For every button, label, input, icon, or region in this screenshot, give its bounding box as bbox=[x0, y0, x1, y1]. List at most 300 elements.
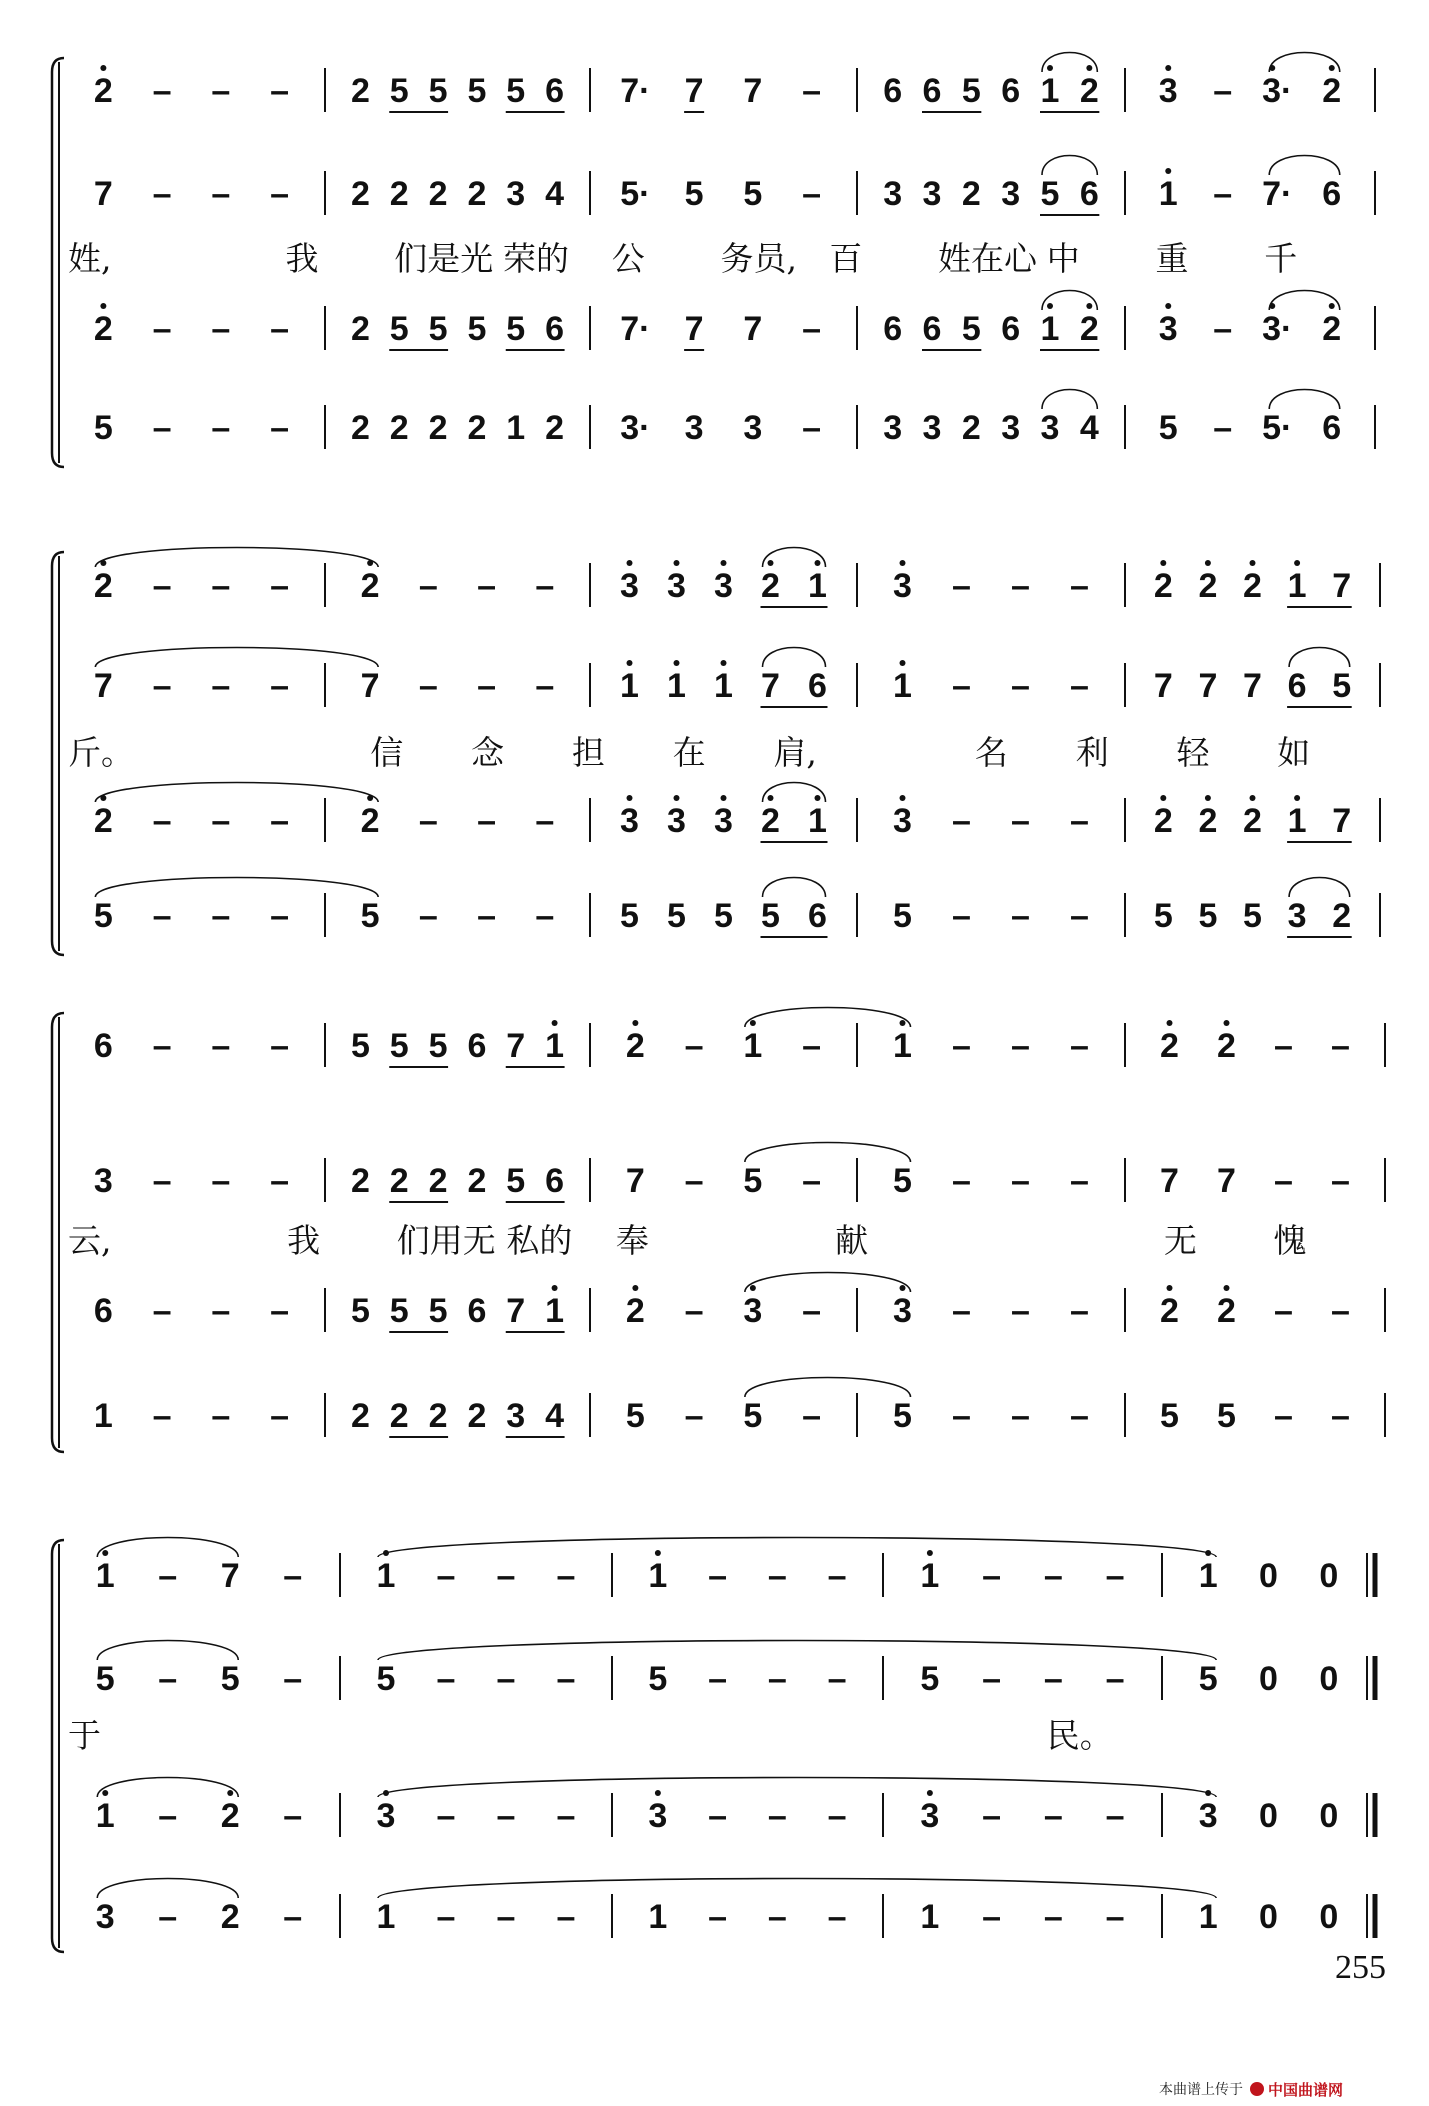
note: 0 bbox=[1319, 1557, 1339, 1595]
note: 3 bbox=[893, 567, 912, 605]
note: 7· bbox=[1262, 175, 1293, 213]
hold-dash: – bbox=[802, 1397, 822, 1435]
slur bbox=[745, 1273, 911, 1293]
hold-dash: – bbox=[952, 897, 971, 935]
note: 1 bbox=[667, 667, 686, 705]
note: 5 bbox=[376, 1660, 396, 1698]
note: 2 bbox=[360, 802, 380, 840]
note: 5 bbox=[428, 1027, 448, 1065]
note: 3 bbox=[506, 1397, 526, 1435]
note: 3 bbox=[684, 409, 704, 447]
note: 3 bbox=[1198, 1797, 1218, 1835]
octave-dot bbox=[900, 1020, 906, 1026]
note: 7 bbox=[220, 1557, 240, 1595]
note: 7 bbox=[506, 1292, 526, 1330]
octave-dot bbox=[1165, 65, 1171, 71]
note: 2 bbox=[1160, 1027, 1179, 1065]
octave-dot bbox=[1165, 303, 1171, 309]
lyric-text: 们是光 bbox=[394, 239, 494, 278]
note: 3 bbox=[883, 175, 903, 213]
note: 2 bbox=[360, 567, 380, 605]
hold-dash: – bbox=[270, 1292, 290, 1330]
octave-dot bbox=[768, 560, 774, 566]
hold-dash: – bbox=[1213, 409, 1233, 447]
hold-dash: – bbox=[158, 1557, 178, 1595]
octave-dot bbox=[927, 1790, 933, 1796]
note: 7 bbox=[360, 667, 380, 705]
note: 1 bbox=[1287, 567, 1307, 605]
slur bbox=[95, 548, 378, 568]
voice-row-bass bbox=[94, 390, 1375, 450]
note: 5 bbox=[95, 1660, 115, 1698]
note: 2 bbox=[350, 1397, 370, 1435]
hold-dash: – bbox=[158, 1898, 178, 1936]
voice-row-soprano bbox=[94, 1008, 1385, 1068]
note: 5 bbox=[961, 72, 981, 110]
hold-dash: – bbox=[1043, 1660, 1063, 1698]
note: 1 bbox=[893, 1027, 912, 1065]
note: 6 bbox=[1287, 667, 1307, 705]
octave-dot bbox=[750, 1285, 756, 1291]
hold-dash: – bbox=[1070, 567, 1089, 605]
hold-dash: – bbox=[1011, 567, 1030, 605]
lyrics-row bbox=[68, 733, 1310, 772]
note: 6 bbox=[93, 1292, 113, 1330]
hold-dash: – bbox=[556, 1660, 576, 1698]
hold-dash: – bbox=[1011, 667, 1030, 705]
hold-dash: – bbox=[418, 802, 438, 840]
lyrics-row bbox=[68, 1716, 1113, 1755]
hold-dash: – bbox=[1274, 1397, 1293, 1435]
note: 7 bbox=[1243, 667, 1262, 705]
hold-dash: – bbox=[211, 1397, 231, 1435]
note: 3· bbox=[1262, 72, 1293, 110]
note: 6 bbox=[1001, 310, 1021, 348]
note: 1 bbox=[376, 1898, 396, 1936]
note: 5 bbox=[684, 175, 704, 213]
note: 5 bbox=[1198, 897, 1218, 935]
hold-dash: – bbox=[270, 310, 290, 348]
hold-dash: – bbox=[211, 1162, 231, 1200]
lyric-text: 姓, bbox=[68, 239, 112, 278]
hold-dash: – bbox=[477, 667, 497, 705]
note: 1 bbox=[95, 1797, 115, 1835]
hold-dash: – bbox=[1331, 1162, 1350, 1200]
note: 2 bbox=[1079, 310, 1099, 348]
system-1 bbox=[52, 53, 1375, 468]
hold-dash: – bbox=[827, 1898, 847, 1936]
voice-row-tenor bbox=[96, 1778, 1375, 1838]
hold-dash: – bbox=[1070, 1162, 1089, 1200]
hold-dash: – bbox=[1105, 1660, 1125, 1698]
lyric-text: 我 bbox=[287, 1221, 321, 1260]
note: 3 bbox=[376, 1797, 396, 1835]
lyric-text: 我 bbox=[285, 239, 319, 278]
lyrics-row bbox=[68, 239, 1297, 278]
lyric-text: 念 bbox=[471, 733, 505, 772]
note: 7 bbox=[761, 667, 780, 705]
hold-dash: – bbox=[418, 897, 438, 935]
octave-dot bbox=[1167, 1285, 1173, 1291]
note: 1 bbox=[93, 1397, 113, 1435]
slur bbox=[378, 1778, 1216, 1798]
note: 7 bbox=[1160, 1162, 1179, 1200]
note: 3 bbox=[893, 802, 912, 840]
note: 7 bbox=[743, 310, 763, 348]
octave-dot bbox=[1329, 65, 1335, 71]
note: 1 bbox=[714, 667, 733, 705]
note: 6 bbox=[808, 897, 827, 935]
note: 1 bbox=[1198, 1557, 1218, 1595]
footer bbox=[1159, 2081, 1343, 2099]
note: 2 bbox=[1243, 567, 1262, 605]
slur bbox=[97, 1879, 238, 1899]
note: 4 bbox=[545, 175, 565, 213]
note: 3 bbox=[1158, 310, 1178, 348]
lyric-text: 愧 bbox=[1273, 1221, 1307, 1260]
note: 2 bbox=[1322, 310, 1342, 348]
octave-dot bbox=[632, 1020, 638, 1026]
hold-dash: – bbox=[418, 567, 438, 605]
note: 1 bbox=[1158, 175, 1178, 213]
hold-dash: – bbox=[270, 409, 290, 447]
lyric-text: 姓在心 bbox=[938, 239, 1037, 278]
octave-dot bbox=[1294, 560, 1300, 566]
note: 2 bbox=[389, 1397, 409, 1435]
note: 1 bbox=[545, 1027, 565, 1065]
note: 5 bbox=[1243, 897, 1262, 935]
voice-row-alto bbox=[96, 1641, 1375, 1701]
note: 2 bbox=[1217, 1027, 1236, 1065]
note: 3 bbox=[95, 1898, 115, 1936]
note: 1 bbox=[620, 667, 639, 705]
octave-dot bbox=[552, 1020, 558, 1026]
hold-dash: – bbox=[1043, 1557, 1063, 1595]
hold-dash: – bbox=[1011, 1397, 1030, 1435]
note: 2 bbox=[961, 175, 981, 213]
hold-dash: – bbox=[1274, 1162, 1293, 1200]
hold-dash: – bbox=[270, 175, 290, 213]
note: 1 bbox=[920, 1898, 940, 1936]
hold-dash: – bbox=[1070, 1292, 1089, 1330]
hold-dash: – bbox=[1105, 1898, 1125, 1936]
note: 1 bbox=[1040, 310, 1060, 348]
hold-dash: – bbox=[684, 1397, 704, 1435]
hold-dash: – bbox=[211, 667, 231, 705]
lyric-text: 务员, bbox=[720, 239, 797, 278]
lyrics-row bbox=[68, 1221, 1306, 1260]
slur bbox=[95, 783, 378, 803]
note: 0 bbox=[1319, 1660, 1339, 1698]
hold-dash: – bbox=[684, 1027, 704, 1065]
lyric-text: 奉 bbox=[615, 1221, 649, 1260]
note: 2 bbox=[350, 1162, 370, 1200]
note: 2 bbox=[93, 72, 113, 110]
hold-dash: – bbox=[767, 1898, 787, 1936]
note: 3 bbox=[743, 1292, 763, 1330]
hold-dash: – bbox=[827, 1797, 847, 1835]
hold-dash: – bbox=[802, 409, 822, 447]
voice-row-bass bbox=[94, 1378, 1385, 1438]
octave-dot bbox=[552, 1285, 558, 1291]
slur bbox=[763, 648, 826, 668]
hold-dash: – bbox=[952, 567, 971, 605]
hold-dash: – bbox=[152, 175, 172, 213]
note: 7 bbox=[1198, 667, 1218, 705]
octave-dot bbox=[102, 1550, 108, 1556]
note: 2 bbox=[1217, 1292, 1236, 1330]
lyric-text: 百 bbox=[829, 239, 863, 278]
note: 5 bbox=[1153, 897, 1173, 935]
hold-dash: – bbox=[982, 1557, 1002, 1595]
note: 1 bbox=[376, 1557, 396, 1595]
site-logo-icon bbox=[1250, 2082, 1264, 2096]
slur bbox=[1042, 156, 1097, 176]
hold-dash: – bbox=[211, 310, 231, 348]
slur bbox=[97, 1538, 238, 1558]
note: 5 bbox=[506, 72, 526, 110]
note: 2 bbox=[625, 1027, 645, 1065]
note: 2 bbox=[761, 567, 780, 605]
octave-dot bbox=[1047, 65, 1053, 71]
lyric-text: 民。 bbox=[1046, 1716, 1113, 1755]
slur bbox=[763, 878, 826, 898]
octave-dot bbox=[674, 795, 680, 801]
hold-dash: – bbox=[767, 1660, 787, 1698]
hold-dash: – bbox=[982, 1797, 1002, 1835]
footer-upload-text: 本曲谱上传于 bbox=[1159, 2081, 1243, 2097]
lyric-text: 荣的 bbox=[503, 239, 569, 278]
hold-dash: – bbox=[982, 1660, 1002, 1698]
octave-dot bbox=[721, 795, 727, 801]
lyric-text: 于 bbox=[68, 1716, 101, 1755]
hold-dash: – bbox=[436, 1898, 456, 1936]
note: 2 bbox=[350, 175, 370, 213]
hold-dash: – bbox=[556, 1557, 576, 1595]
note: 3· bbox=[1262, 310, 1293, 348]
lyric-text: 名 bbox=[974, 733, 1008, 772]
note: 5 bbox=[506, 310, 526, 348]
hold-dash: – bbox=[152, 1162, 172, 1200]
hold-dash: – bbox=[802, 1292, 822, 1330]
note: 6 bbox=[545, 1162, 565, 1200]
note: 0 bbox=[1319, 1898, 1339, 1936]
hold-dash: – bbox=[477, 897, 497, 935]
hold-dash: – bbox=[283, 1898, 303, 1936]
note: 5 bbox=[389, 1027, 409, 1065]
slur bbox=[1269, 390, 1340, 410]
hold-dash: – bbox=[982, 1898, 1002, 1936]
note: 7 bbox=[684, 72, 704, 110]
octave-dot bbox=[1250, 560, 1256, 566]
note: 1 bbox=[808, 567, 827, 605]
octave-dot bbox=[1047, 303, 1053, 309]
note: 4 bbox=[1079, 409, 1099, 447]
note: 5 bbox=[1160, 1397, 1179, 1435]
note: 1 bbox=[893, 667, 912, 705]
note: 3 bbox=[922, 175, 942, 213]
note: 7 bbox=[1332, 567, 1352, 605]
note: 2 bbox=[1332, 897, 1352, 935]
hold-dash: – bbox=[1070, 897, 1089, 935]
hold-dash: – bbox=[952, 1027, 971, 1065]
lyric-text: 献 bbox=[835, 1221, 869, 1260]
note: 5 bbox=[743, 175, 763, 213]
hold-dash: – bbox=[152, 802, 172, 840]
octave-dot bbox=[674, 660, 680, 666]
note: 5 bbox=[428, 72, 448, 110]
note: 6 bbox=[1001, 72, 1021, 110]
lyric-text: 利 bbox=[1075, 733, 1109, 772]
note: 0 bbox=[1259, 1797, 1278, 1835]
note: 7 bbox=[506, 1027, 526, 1065]
note: 5 bbox=[389, 310, 409, 348]
hold-dash: – bbox=[1331, 1027, 1350, 1065]
voice-row-soprano bbox=[96, 1538, 1375, 1598]
hold-dash: – bbox=[556, 1898, 576, 1936]
hold-dash: – bbox=[1070, 1397, 1089, 1435]
hold-dash: – bbox=[211, 897, 231, 935]
voice-row-tenor bbox=[94, 1273, 1385, 1333]
note: 6 bbox=[1079, 175, 1099, 213]
hold-dash: – bbox=[270, 667, 290, 705]
note: 5 bbox=[93, 897, 113, 935]
voice-row-alto bbox=[94, 648, 1380, 708]
hold-dash: – bbox=[767, 1797, 787, 1835]
note: 5 bbox=[920, 1660, 940, 1698]
hold-dash: – bbox=[283, 1660, 303, 1698]
note: 3 bbox=[1158, 72, 1178, 110]
note: 2 bbox=[467, 409, 487, 447]
hold-dash: – bbox=[152, 1292, 172, 1330]
slur bbox=[745, 1378, 911, 1398]
note: 5 bbox=[467, 72, 487, 110]
note: 5 bbox=[220, 1660, 240, 1698]
hold-dash: – bbox=[952, 1292, 971, 1330]
note: 5 bbox=[1332, 667, 1352, 705]
hold-dash: – bbox=[1274, 1027, 1293, 1065]
note: 3 bbox=[714, 802, 733, 840]
note: 6 bbox=[883, 72, 903, 110]
note: 3· bbox=[620, 409, 651, 447]
note: 6 bbox=[93, 1027, 113, 1065]
lyric-text: 担 bbox=[571, 733, 605, 772]
footer-site-logo: 中国曲谱网 bbox=[1268, 2082, 1344, 2099]
note: 5 bbox=[1217, 1397, 1236, 1435]
hold-dash: – bbox=[1105, 1797, 1125, 1835]
note: 7 bbox=[684, 310, 704, 348]
voice-row-tenor bbox=[94, 783, 1380, 843]
hold-dash: – bbox=[158, 1797, 178, 1835]
lyric-text: 在 bbox=[672, 733, 706, 772]
note: 3 bbox=[922, 409, 942, 447]
lyric-text: 中 bbox=[1046, 239, 1080, 278]
hold-dash: – bbox=[684, 1292, 704, 1330]
note: 5 bbox=[620, 897, 639, 935]
octave-dot bbox=[1250, 795, 1256, 801]
note: 5 bbox=[350, 1027, 370, 1065]
note: 3 bbox=[920, 1797, 940, 1835]
octave-dot bbox=[721, 560, 727, 566]
slur bbox=[95, 648, 378, 668]
note: 2 bbox=[625, 1292, 645, 1330]
hold-dash: – bbox=[1331, 1397, 1350, 1435]
hold-dash: – bbox=[1213, 310, 1233, 348]
hold-dash: – bbox=[496, 1660, 516, 1698]
note: 0 bbox=[1259, 1557, 1278, 1595]
note: 5 bbox=[961, 310, 981, 348]
hold-dash: – bbox=[158, 1660, 178, 1698]
note: 6 bbox=[922, 310, 942, 348]
octave-dot bbox=[1165, 168, 1171, 174]
hold-dash: – bbox=[283, 1797, 303, 1835]
lyric-text: 轻 bbox=[1176, 733, 1210, 772]
octave-dot bbox=[815, 560, 821, 566]
hold-dash: – bbox=[802, 1162, 822, 1200]
slur bbox=[378, 1538, 1216, 1558]
lyric-text: 斤。 bbox=[68, 733, 134, 772]
note: 2 bbox=[1160, 1292, 1179, 1330]
octave-dot bbox=[1160, 795, 1166, 801]
hold-dash: – bbox=[270, 1027, 290, 1065]
hold-dash: – bbox=[802, 1027, 822, 1065]
octave-dot bbox=[1329, 303, 1335, 309]
system-4 bbox=[52, 1538, 1375, 1953]
hold-dash: – bbox=[1043, 1797, 1063, 1835]
note: 3 bbox=[1001, 409, 1021, 447]
octave-dot bbox=[1205, 795, 1211, 801]
note: 6 bbox=[1322, 409, 1342, 447]
voice-row-soprano bbox=[94, 548, 1380, 608]
lyric-text: 肩, bbox=[773, 733, 817, 772]
note: 3 bbox=[1001, 175, 1021, 213]
octave-dot bbox=[900, 560, 906, 566]
note: 2 bbox=[1079, 72, 1099, 110]
note: 7 bbox=[625, 1162, 645, 1200]
note: 6 bbox=[1322, 175, 1342, 213]
hold-dash: – bbox=[436, 1660, 456, 1698]
hold-dash: – bbox=[283, 1557, 303, 1595]
hold-dash: – bbox=[436, 1797, 456, 1835]
hold-dash: – bbox=[1331, 1292, 1350, 1330]
octave-dot bbox=[900, 1285, 906, 1291]
note: 3 bbox=[667, 567, 686, 605]
hold-dash: – bbox=[152, 667, 172, 705]
slur bbox=[1289, 878, 1350, 898]
note: 0 bbox=[1319, 1797, 1339, 1835]
note: 2 bbox=[93, 802, 113, 840]
hold-dash: – bbox=[418, 667, 438, 705]
note: 1 bbox=[648, 1898, 668, 1936]
score bbox=[52, 53, 1385, 1953]
note: 1 bbox=[808, 802, 827, 840]
slur bbox=[97, 1641, 238, 1661]
hold-dash: – bbox=[1274, 1292, 1293, 1330]
octave-dot bbox=[900, 660, 906, 666]
octave-dot bbox=[815, 795, 821, 801]
hold-dash: – bbox=[152, 1397, 172, 1435]
slur bbox=[1289, 648, 1350, 668]
note: 3 bbox=[883, 409, 903, 447]
slur bbox=[1269, 156, 1340, 176]
note: 2 bbox=[545, 409, 565, 447]
note: 3 bbox=[620, 802, 639, 840]
note: 2 bbox=[350, 409, 370, 447]
note: 1 bbox=[920, 1557, 940, 1595]
voice-row-tenor bbox=[94, 291, 1375, 351]
hold-dash: – bbox=[436, 1557, 456, 1595]
note: 2 bbox=[467, 175, 487, 213]
